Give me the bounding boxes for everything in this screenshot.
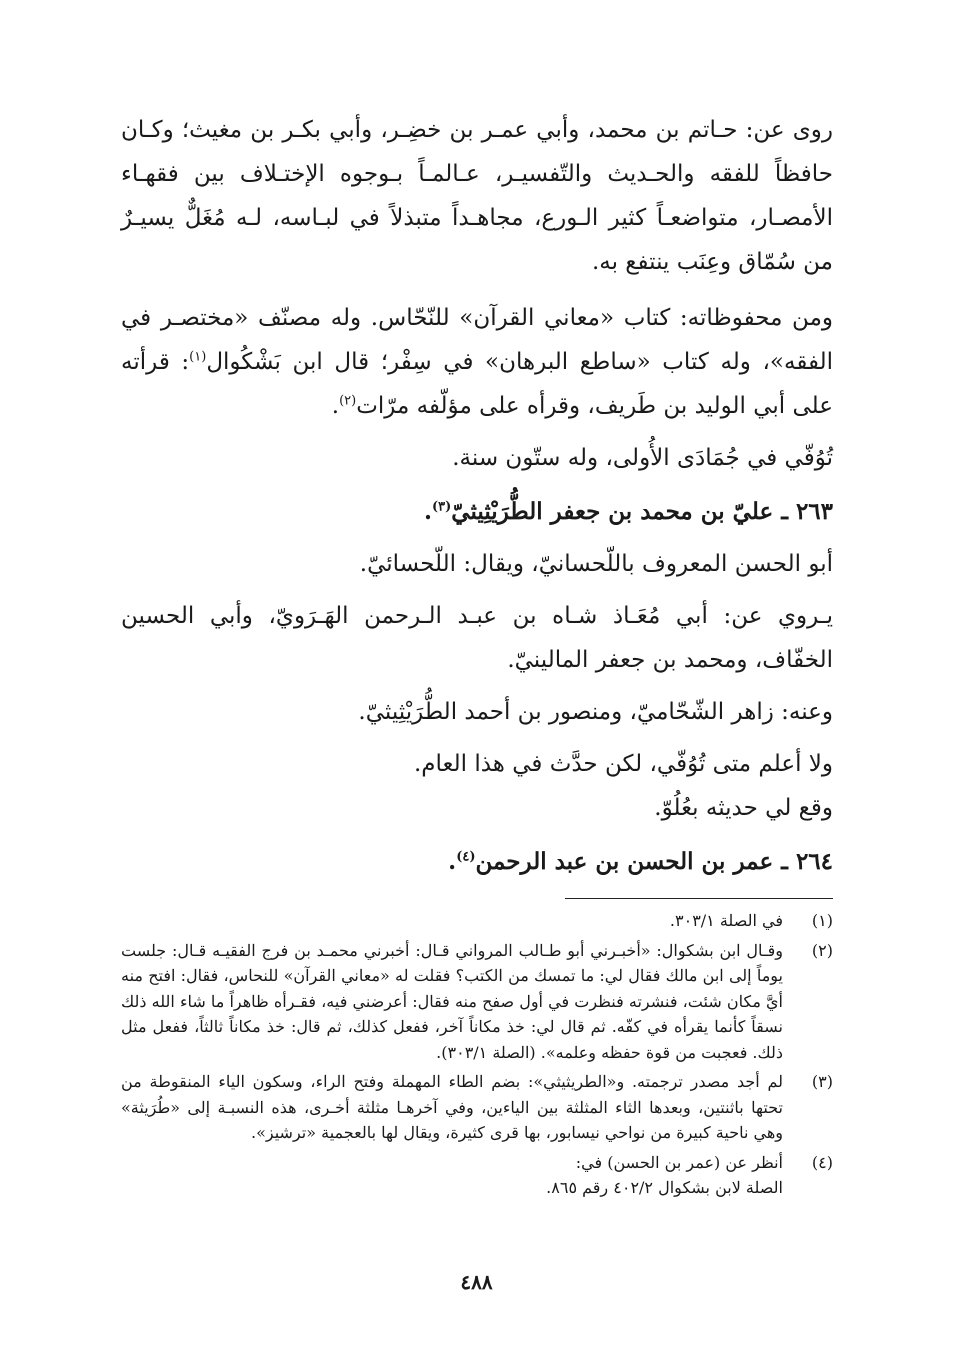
entry-264-title: ٢٦٤ ـ عمر بن الحسن بن عبد الرحمن [475, 848, 833, 875]
footnote-number: (٣) [811, 1072, 833, 1091]
footnote-number: (٢) [811, 940, 833, 960]
footnote-text-line2: الصلة لابن بشكوال ٤٠٢/٢ رقم ٨٦٥. [546, 1178, 783, 1197]
paragraph-narrations: روى عن: حـاتم بن محمد، وأبي عمـر بن خضِـر، وأبي بكـر بن مغيث؛ وكـان حافظاً للفقه والحـديث والتّفسيـر، عـالمـاً بـوجوه الإختـلاف بين فقهـاء الأمصـار، متواضعـاً كثير الـورع، مجاهـداً متبذلاً في لبـاسه، لـه مُغَلٌّ يسيـرٌ من سُمّاق وعِنَب ينتفع به. [121, 117, 833, 275]
footnote-text: وقـال ابن بشكوال: «أخبـرني أبو طـالب المرواني قـال: أخبرني محمـد بن فرج الفقيـه قـال: جلست يوماً إلى ابن مالك فقال لي: ما تمسك من الكتب؟ فقلت له «معاني القرآن» للنحاس، فقال: افتح منه أيَّ مكان شئت، فنشرته فنظرت في أول صفح منه فقال: أعرضني فيه، فقـرأه ظاهراً ما شاء الله ذلك نسقاً كأنما يقرأه في كفّه. ثم قال لي: خذ مكاناً آخر، ففعل كذلك، ثم قال: خذ مكاناً ثالثاً، ففعل مثل ذلك. فعجبت من قوة حفظه وعلمه». (الصلة ٣٠٣/١). [121, 940, 783, 1062]
entry-263-end: . [423, 498, 432, 525]
footnote-1 [121, 908, 833, 934]
footnote-text: في الصلة ٣٠٣/١. [669, 911, 783, 930]
footnote-text: لم أجد مصدر ترجمته. و«الطريثيثي»: بضم الطاء المهملة وفتح الراء، وسكون الياء المنقوطة من تحتها باثنتين، وبعدها الثاء المثلثة بين الياءين، وفي آخرهـا مثلثة أخـرى، هذه النسبـة إلى «طُرَيثة» وهي ناحية كبيرة من نواحي نيسابور، بها قرى كثيرة، ويقال لها بالعجمية «ترشيز». [121, 1072, 784, 1142]
paragraph-memorized-works [121, 296, 833, 428]
footnote-separator [565, 898, 833, 899]
page-number: ٤٨٨ [460, 1270, 493, 1294]
footnote-ref-1[interactable]: (١) [189, 349, 207, 365]
footnote-ref-3[interactable]: (٣) [432, 499, 452, 515]
main-text-block [121, 108, 833, 884]
footnote-3 [121, 1069, 833, 1146]
footnote-text: أنظر عن (عمر بن الحسن) في: [575, 1152, 783, 1172]
footnote-number: (١) [811, 911, 833, 930]
footnote-2 [121, 938, 833, 1066]
death-line: تُوُفّي في جُمَادَى الأُولى، وله ستّون سنة. [452, 445, 833, 471]
paragraph-memorized-works-c: . [331, 393, 340, 419]
paragraph-memorized-works-a: ومن محفوظاته: كتاب «معاني القرآن» للنّحّاس. وله مصنّف «مختصـر في الفقه»، وله كتاب «ساطع البرهان» في سِفْر؛ قال ابن بَشْكُوال [121, 305, 833, 375]
kunya-line: أبو الحسن المعروف باللّحسانيّ، ويقال: اللّحسائيّ. [359, 551, 833, 577]
footnote-number: (٤) [811, 1152, 833, 1172]
footnotes-block [121, 908, 833, 1205]
footnote-4 [121, 1150, 833, 1201]
entry-263-title: ٢٦٣ ـ عليّ بن محمد بن جعفر الطُّرَيْثِيثيّ [451, 498, 833, 525]
footnote-ref-2[interactable]: (٢) [339, 393, 357, 409]
paragraph-memorized-works-b: : قرأته على أبي الوليد بن طَريف، وقرأه على مؤلّفه مرّات [121, 349, 833, 419]
entry-264-heading [121, 840, 833, 884]
narrated-by-line: وعنه: زاهر الشّحّاميّ، ومنصور بن أحمد الطُّرَيْثِيثيّ. [358, 699, 833, 725]
high-chain-line: وقع لي حديثه بعُلُوّ. [654, 795, 833, 821]
unknown-death-line: ولا أعلم متى تُوُفّي، لكن حدَّث في هذا العام. [413, 751, 833, 777]
footnote-ref-4[interactable]: (٤) [456, 849, 476, 865]
footnote-text-block [121, 1150, 783, 1201]
entry-263-heading [121, 490, 833, 534]
entry-264-end: . [448, 848, 457, 875]
narrates-from-line: يـروي عن: أبي مُعَـاذ شـاه بن عبـد الـرحمن الهَـرَويّ، وأبي الحسين الخفّاف، ومحمد بن جعفر المالينيّ. [121, 603, 833, 673]
